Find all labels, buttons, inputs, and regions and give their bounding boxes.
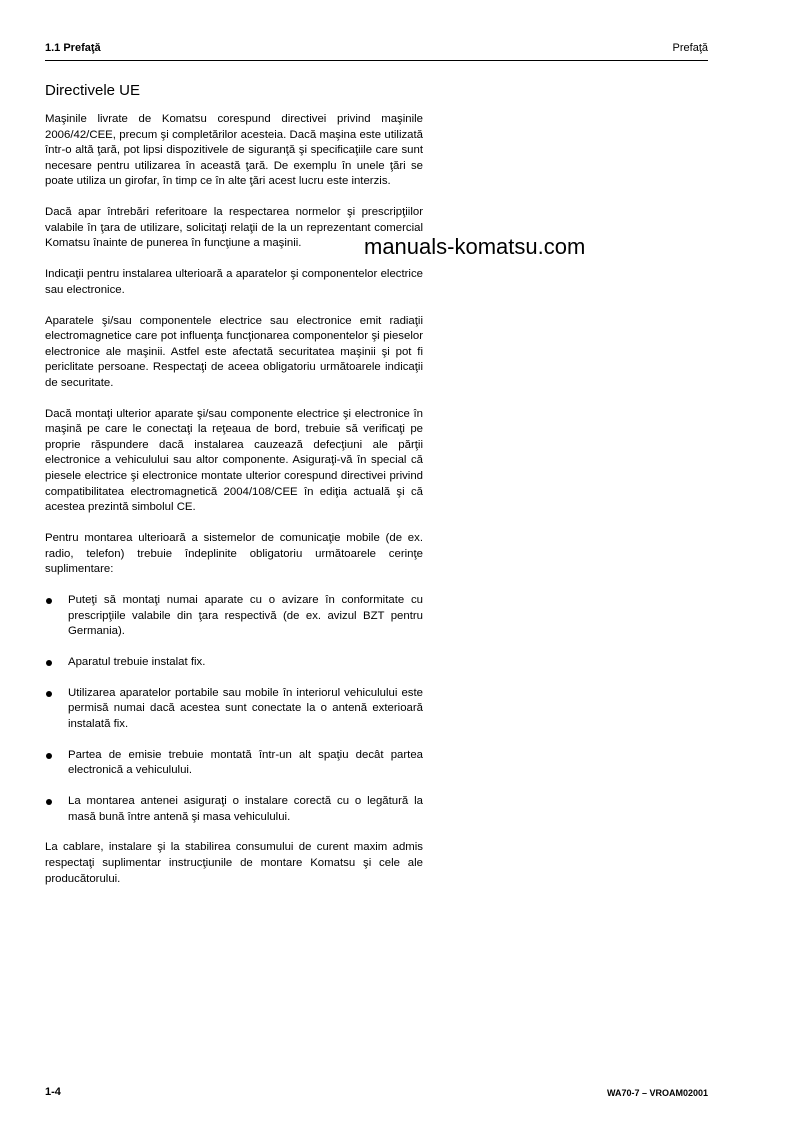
chapter-heading: Prefaţă xyxy=(672,42,708,54)
paragraph-intro: Maşinile livrate de Komatsu corespund directivei privind maşinile 2006/42/CEE, precum şi completărilor acesteia. Dacă maşina este utilizată într-o altă ţară, pot lipsi dispozitivele de siguranţă şi specificaţiile care sunt necesare pentru utilizarea în această ţară. De exemplu în unele ţări se poate utiliza un girofar, în timp ce în alte ţări acest lucru este interzis. xyxy=(45,113,423,188)
document-code: WA70-7 – VROAM02001 xyxy=(606,1088,708,1098)
list-item: Partea de emisie trebuie montată într-un alt spaţiu decât partea electronică a vehiculului. xyxy=(45,748,423,779)
paragraph-emissions: Aparatele şi/sau componentele electrice sau electronice emit radiaţii electromagnetice care pot influenţa funcţionarea componentelor şi pieselor electronice ale maşinii. Astfel este afectată securitatea maşinii şi pot fi periclitate persoane. Respectaţi de aceea obligatoriu următoarele indicaţii de securitate. xyxy=(45,314,423,389)
body-content xyxy=(45,112,423,902)
page-header xyxy=(45,40,708,61)
list-item: Puteţi să montaţi numai aparate cu o avizare în conformitate cu prescripţiile valabile din ţara respectivă (de ex. avizul BZT pentru Germania). xyxy=(45,593,423,640)
list-item: Utilizarea aparatelor portabile sau mobile în interiorul vehiculului este permisă numai dacă acestea sunt conectate la o antenă exterioară instalată fix. xyxy=(45,686,423,733)
page-title: Directivele UE xyxy=(45,82,141,99)
bullet-icon xyxy=(46,753,52,759)
list-item: La montarea antenei asiguraţi o instalare corectă cu o legătură la masă bună între antenă şi masa vehiculului. xyxy=(45,794,423,825)
bullet-icon xyxy=(46,691,52,697)
paragraph-retrofit: Dacă montaţi ulterior aparate şi/sau componente electrice şi electronice în maşină pe care le conectaţi la reţeaua de bord, trebuie să verificaţi pe proprie răspundere dacă instalarea cauzează defecţiuni ale părţii electronice a vehiculului sau altor componente. Asiguraţi-vă în special că piesele electrice şi electronice montate ulterior corespund directivei privind compatibilitatea electromagnetică 2004/108/CEE în ediţia actuală şi că acestea prezintă simbolul CE. xyxy=(45,407,423,514)
watermark: manuals-komatsu.com xyxy=(364,234,586,259)
section-heading: 1.1 Prefaţă xyxy=(45,42,101,54)
bullet-icon xyxy=(46,660,52,666)
paragraph-mobile-requirements: Pentru montarea ulterioară a sistemelor de comunicaţie mobile (de ex. radio, telefon) trebuie îndeplinite obligatoriu următoarele cerinţe suplimentare: xyxy=(45,532,423,576)
list-item: Aparatul trebuie instalat fix. xyxy=(45,655,423,671)
page-number: 1-4 xyxy=(45,1086,61,1098)
paragraph-questions: Dacă apar întrebări referitoare la respectarea normelor şi prescripţiilor valabile în ţara de utilizare, solicitaţi relaţii de la un reprezentant comercial Komatsu înainte de punerea în funcţiune a maşinii. xyxy=(45,206,423,250)
paragraph-closing: La cablare, instalare şi la stabilirea consumului de curent maxim admis respectaţi suplimentar instrucţiunile de montare Komatsu şi cele ale producătorului. xyxy=(45,841,423,885)
paragraph-installation-heading: Indicaţii pentru instalarea ulterioară a aparatelor şi componentelor electrice sau electronice. xyxy=(45,268,423,296)
requirements-list xyxy=(45,593,423,825)
bullet-icon xyxy=(46,799,52,805)
bullet-icon xyxy=(46,598,52,604)
